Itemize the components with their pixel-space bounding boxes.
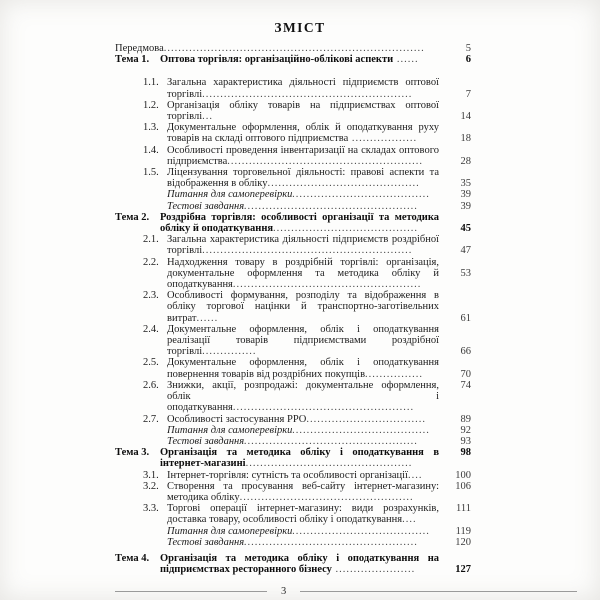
dot-leader-icon: .......................................................... (202, 245, 413, 257)
dot-leader-icon: ............... (202, 346, 257, 358)
entry-page-number: 45 (460, 223, 471, 235)
dot-leader-icon: .... (407, 469, 423, 481)
entry-label: 2.2. (143, 256, 159, 268)
entry-body (160, 447, 439, 469)
entry-body (167, 470, 439, 481)
toc-entry (115, 201, 471, 212)
footer-page-number: 3 (281, 586, 287, 598)
dot-leader-icon: ...................... (331, 564, 416, 576)
entry-text: Особливості застосування РРО (167, 413, 307, 425)
entry-text: Тестові завдання (167, 536, 245, 548)
toc-list (115, 43, 471, 575)
entry-label: Тема 4. (115, 552, 150, 564)
entry-page-number: 74 (460, 379, 471, 391)
dot-leader-icon: ...................................................... (227, 155, 423, 167)
entry-text: Організація та методика обліку і оподаткування на підприємствах ресторанного бізнесу (160, 552, 439, 576)
toc-entry (115, 167, 471, 189)
toc-entry (115, 481, 471, 503)
entry-body (160, 54, 439, 65)
dot-leader-icon: ...................................... (292, 189, 431, 201)
toc-entry (115, 436, 471, 447)
toc-entry (115, 526, 471, 537)
dot-leader-icon: ................................................ (244, 200, 419, 212)
entry-page-number: 111 (456, 503, 471, 515)
dot-leader-icon: .......................................... (267, 178, 420, 190)
entry-body (167, 234, 439, 256)
dot-leader-icon: ...... (393, 54, 419, 66)
entry-page-number: 93 (460, 435, 471, 447)
entry-text: Тестові завдання (167, 200, 245, 212)
entry-body (167, 357, 439, 379)
entry-label: Тема 1. (115, 54, 150, 66)
entry-text: Особливості формування, розподілу та відображення в обліку торгової націнки й транспортно-заготівельних витрат (167, 290, 439, 324)
entry-page-number: 35 (460, 178, 471, 190)
entry-text: Тестові завдання (167, 435, 245, 447)
dot-leader-icon: ................................. (306, 413, 427, 425)
entry-body (167, 77, 439, 99)
toc-entry (115, 553, 471, 575)
entry-body (167, 257, 439, 291)
entry-label: 2.7. (143, 413, 159, 425)
entry-label: 2.4. (143, 323, 159, 335)
entry-body (167, 503, 439, 525)
toc-entry (115, 290, 471, 324)
entry-label: 1.1. (143, 77, 159, 89)
dot-leader-icon: ........................................ (273, 223, 419, 235)
toc-entry (115, 122, 471, 144)
entry-label: Тема 3. (115, 447, 150, 459)
dot-leader-icon: .... (402, 514, 417, 526)
dot-leader-icon: ...................................... (292, 525, 431, 537)
entry-text: Торгові операції інтернет-магазину: види розрахунків, доставка товару, особливості обліку і оподаткування (167, 503, 439, 526)
entry-body (167, 414, 439, 425)
toc-entry (115, 77, 471, 99)
entry-body (167, 145, 439, 167)
dot-leader-icon: ...................................... (292, 424, 431, 436)
entry-page-number: 66 (460, 346, 471, 358)
entry-body (167, 380, 439, 414)
entry-page-number: 28 (460, 155, 471, 167)
entry-body (160, 212, 439, 234)
dot-leader-icon: .............................................. (245, 458, 413, 470)
entry-text: Питання для самоперевірки (167, 189, 293, 201)
toc-entry (115, 380, 471, 414)
toc-entry (115, 100, 471, 122)
entry-label: 2.1. (143, 234, 159, 246)
entry-body (167, 189, 439, 200)
dot-leader-icon: ...... (196, 312, 219, 324)
entry-text: Передмова (115, 43, 164, 54)
entry-text: Створення та просування веб-сайту інтернет-магазину: методика обліку (167, 480, 439, 503)
toc-entry (115, 212, 471, 234)
entry-page-number: 18 (460, 133, 471, 145)
entry-text: Роздрібна торгівля: особливості організації та методика обліку й оподаткування (160, 211, 439, 235)
entry-text: Особливості проведення інвентаризації на складах оптового підприємства (167, 144, 439, 167)
dot-leader-icon: ... (202, 111, 214, 123)
dot-leader-icon: ................................................ (239, 491, 414, 503)
entry-page-number: 14 (460, 111, 471, 123)
entry-label: 3.1. (143, 469, 159, 481)
entry-text: Питання для самоперевірки (167, 525, 293, 537)
entry-text: Ліцензування торговельної діяльності: правові аспекти та відображення в обліку (167, 167, 439, 190)
entry-text: Надходження товару в роздрібній торгівлі: організація, документальне оформлення та методика обліку й оподаткування (167, 256, 439, 291)
entry-page-number: 70 (460, 368, 471, 380)
toc-entry (115, 54, 471, 65)
entry-body (167, 100, 439, 122)
entry-page-number: 120 (455, 536, 471, 548)
toc-entry (115, 357, 471, 379)
footer-rule-left (115, 591, 267, 592)
entry-body (167, 436, 439, 447)
dot-leader-icon: ................................................ (244, 435, 419, 447)
toc-entry (115, 470, 471, 481)
entry-body (167, 481, 439, 503)
entry-text: Знижки, акції, розпродажі: документальне оформлення, облік і оподаткування (167, 379, 439, 414)
entry-page-number: 119 (455, 525, 471, 537)
entry-page-number: 6 (465, 54, 471, 66)
entry-label: 1.2. (143, 99, 159, 111)
entry-label: 2.5. (143, 357, 159, 369)
entry-label: 3.2. (143, 480, 159, 492)
dot-leader-icon: .......................................................... (202, 88, 413, 100)
toc-entry (115, 43, 471, 54)
entry-label: 2.3. (143, 290, 159, 302)
toc-entry (115, 257, 471, 291)
entry-body (115, 43, 439, 54)
dot-leader-icon: ................................................ (244, 536, 419, 548)
dot-leader-icon: .................................................. (232, 402, 415, 414)
entry-page-number: 127 (455, 564, 471, 576)
entry-body (160, 553, 439, 575)
entry-text: Документальне оформлення, облік й оподаткування руху товарів на складі оптового підприємства (167, 122, 439, 145)
dot-leader-icon: ................ (365, 368, 424, 380)
entry-body (167, 122, 439, 144)
entry-body (167, 290, 439, 324)
entry-page-number: 92 (460, 424, 471, 436)
entry-text: Загальна характеристика діяльності підприємств роздрібної торгівлі (167, 234, 439, 257)
toc-entry (115, 414, 471, 425)
entry-page-number: 39 (460, 189, 471, 201)
toc-entry (115, 447, 471, 469)
toc-entry (115, 425, 471, 436)
entry-page-number: 47 (460, 245, 471, 257)
entry-label: 2.6. (143, 379, 159, 391)
entry-page-number: 98 (460, 447, 471, 459)
toc-entry (115, 537, 471, 548)
toc-entry (115, 145, 471, 167)
entry-body (167, 537, 439, 548)
entry-text: Інтернет-торгівля: сутність та особливості організації (167, 469, 408, 481)
page-title: ЗМІСТ (274, 20, 326, 35)
toc-entry (115, 503, 471, 525)
entry-text: Загальна характеристика діяльності підприємств оптової торгівлі (167, 77, 439, 100)
entry-page-number: 89 (460, 413, 471, 425)
entry-text: Документальне оформлення, облік і оподаткування реалізації товарів підприємствами роздрібної торгівлі (167, 323, 439, 358)
entry-body (167, 526, 439, 537)
entry-page-number: 61 (460, 312, 471, 324)
toc-entry (115, 234, 471, 256)
entry-body (167, 167, 439, 189)
entry-body (167, 425, 439, 436)
entry-body (167, 324, 439, 358)
entry-page-number: 106 (455, 480, 471, 492)
entry-page-number: 7 (465, 88, 471, 100)
entry-label: 3.3. (143, 503, 159, 515)
entry-text: Документальне оформлення, облік і оподаткування повернення товарів від роздрібних покупців (167, 357, 439, 380)
entry-label: 1.4. (143, 144, 159, 156)
entry-text: Питання для самоперевірки (167, 424, 293, 436)
entry-page-number: 100 (455, 469, 471, 481)
entry-label: 1.3. (143, 122, 159, 134)
footer-rule-right (300, 591, 577, 592)
entry-page-number: 5 (465, 43, 471, 54)
entry-text: Організація та методика обліку і оподаткування в інтернет-магазині (160, 447, 439, 470)
dot-leader-icon: .................................................... (232, 279, 422, 291)
entry-label: 1.5. (143, 167, 159, 179)
entry-text: Організація обліку товарів на підприємствах оптової торгівлі (167, 99, 439, 123)
entry-text: Оптова торгівля: організаційно-облікові аспекти (160, 54, 394, 66)
toc-entry (115, 189, 471, 200)
dot-leader-icon: ........................................................................ (163, 43, 425, 54)
entry-page-number: 39 (460, 200, 471, 212)
toc-entry (115, 324, 471, 358)
entry-body (167, 201, 439, 212)
entry-label: Тема 2. (115, 211, 150, 223)
page-footer (115, 586, 577, 597)
entry-page-number: 53 (460, 267, 471, 279)
dot-leader-icon: .................. (348, 133, 418, 145)
